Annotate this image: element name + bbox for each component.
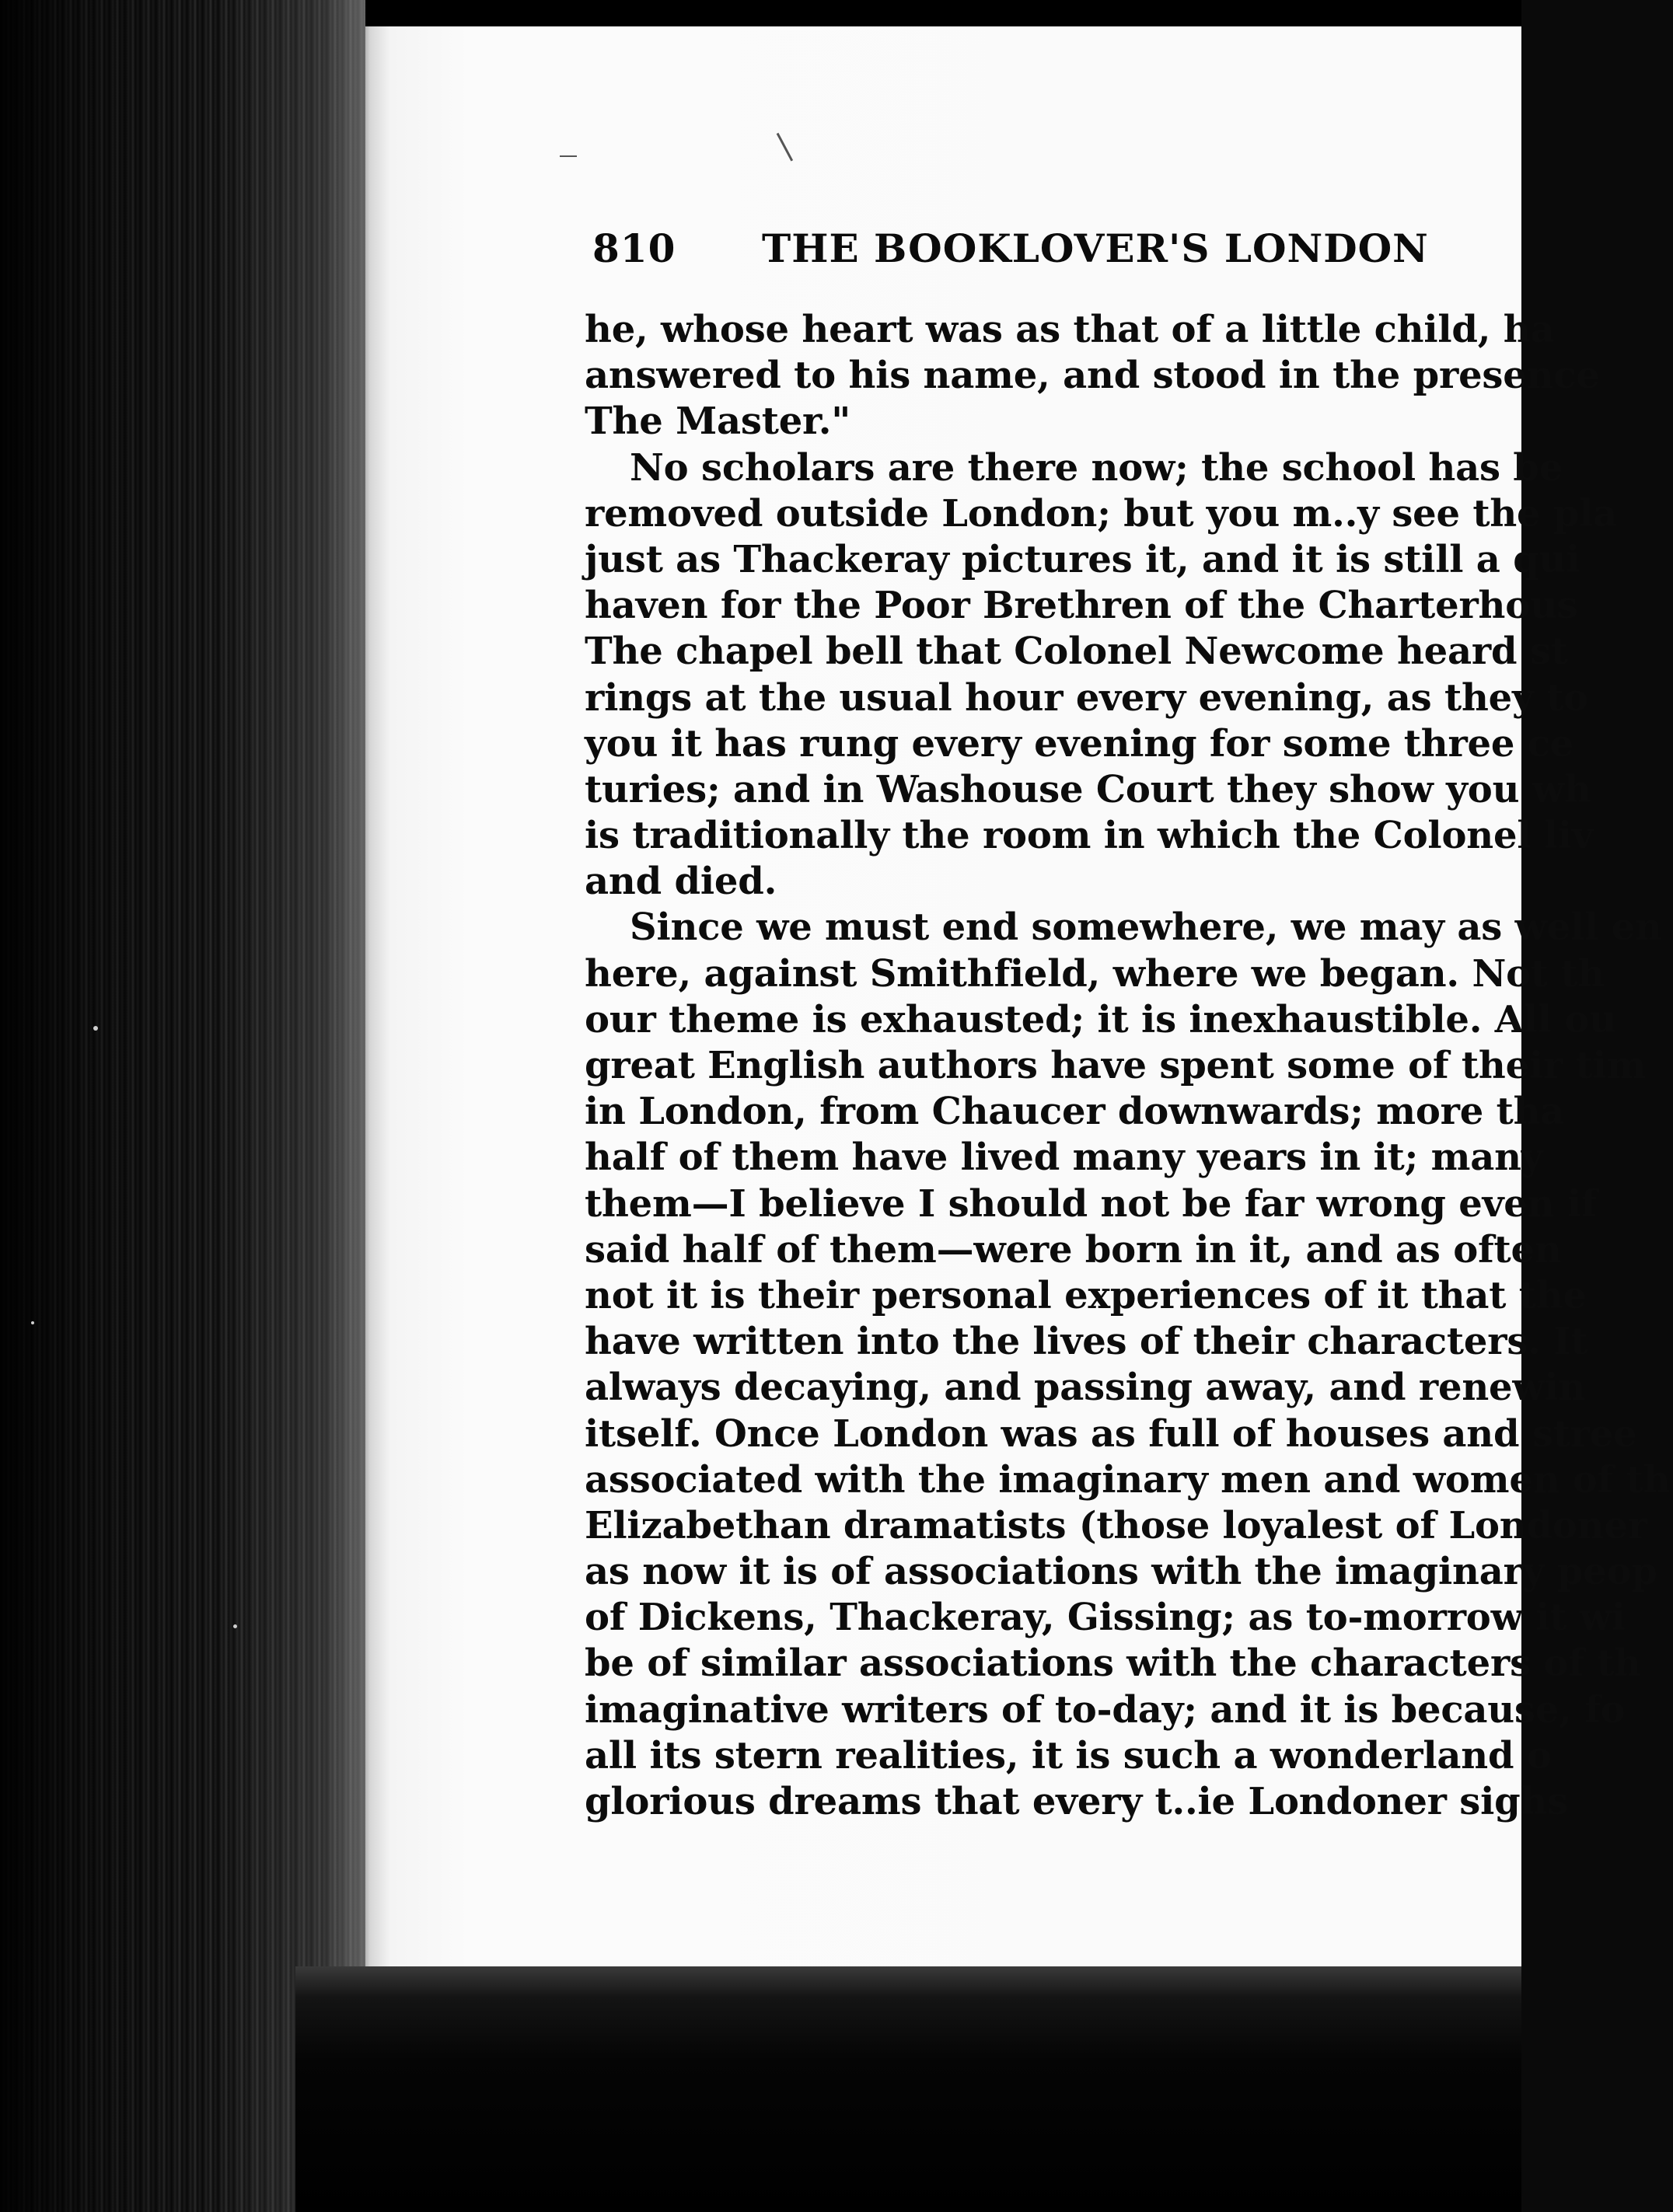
text-line: them—I believe I should not be far wrong even if — [585, 1181, 1598, 1226]
running-title: THE BOOKLOVER'S LONDON — [762, 225, 1429, 271]
binding-shading — [0, 0, 365, 2212]
page-mark — [560, 155, 577, 157]
text-line: and died. — [585, 860, 777, 904]
text-line: he, whose heart was as that of a little child, ha — [585, 308, 1555, 351]
text-line: No scholars are there now; the school has be — [630, 445, 1563, 490]
text-line: The Master." — [585, 399, 851, 444]
text-line: rings at the usual hour every evening, as they to — [585, 675, 1588, 720]
text-line: be of similar associations with the characters of th — [585, 1642, 1641, 1686]
text-line: Elizabethan dramatists (those loyalest of Londoner — [585, 1503, 1647, 1547]
text-line: removed outside London; but you m..y see the pla — [585, 491, 1618, 536]
text-line: as now it is of associations with the imaginary peop — [585, 1550, 1657, 1594]
text-line: you it has rung every evening for some three ce — [585, 721, 1574, 766]
text-line: glorious dreams that every t..ie Londoner sighs — [585, 1780, 1569, 1823]
page-number: 810 — [592, 225, 676, 271]
text-line: Since we must end somewhere, we may as well en — [630, 905, 1662, 950]
text-line: great English authors have spent some of their tim — [585, 1044, 1647, 1087]
text-line: not it is their personal experiences of it that the — [585, 1273, 1587, 1317]
text-line: turies; and in Washouse Court they show you wh — [585, 767, 1591, 811]
bottom-shadow — [295, 1966, 1521, 2212]
text-line: answered to his name, and stood in the presence — [585, 354, 1600, 398]
text-line: itself. Once London was as full of houses and stree — [585, 1411, 1637, 1456]
text-line: our theme is exhausted; it is inexhaustible. All ou — [585, 997, 1616, 1041]
text-line: is traditionally the room in which the Colonel liv — [585, 814, 1594, 858]
text-line: haven for the Poor Brethren of the Charterhous — [585, 584, 1578, 628]
text-line: always decaying, and passing away, and renewin — [585, 1366, 1586, 1410]
text-line: associated with the imaginary men and women of th — [585, 1457, 1671, 1502]
text-line: The chapel bell that Colonel Newcome heard st — [585, 630, 1568, 674]
speck — [31, 1321, 34, 1324]
text-line: here, against Smithfield, where we began. Not th — [585, 951, 1605, 996]
speck — [233, 1624, 237, 1628]
text-line: have written into the lives of their characters. It — [585, 1320, 1588, 1364]
body-text — [585, 307, 1673, 1825]
text-line: imaginative writers of to-day; and it is because, fo — [585, 1687, 1626, 1732]
text-line: all its stern realities, it is such a wonderland o — [585, 1733, 1552, 1778]
text-line: just as Thackeray pictures it, and it is still a qui — [585, 537, 1580, 581]
text-line: half of them have lived many years in it; many — [585, 1136, 1543, 1180]
text-line: said half of them—were born in it, and as often — [585, 1227, 1562, 1272]
text-line: in London, from Chaucer downwards; more tha — [585, 1090, 1565, 1134]
speck — [93, 1026, 98, 1031]
text-line: of Dickens, Thackeray, Gissing; as to-morrow it wi — [585, 1596, 1626, 1640]
